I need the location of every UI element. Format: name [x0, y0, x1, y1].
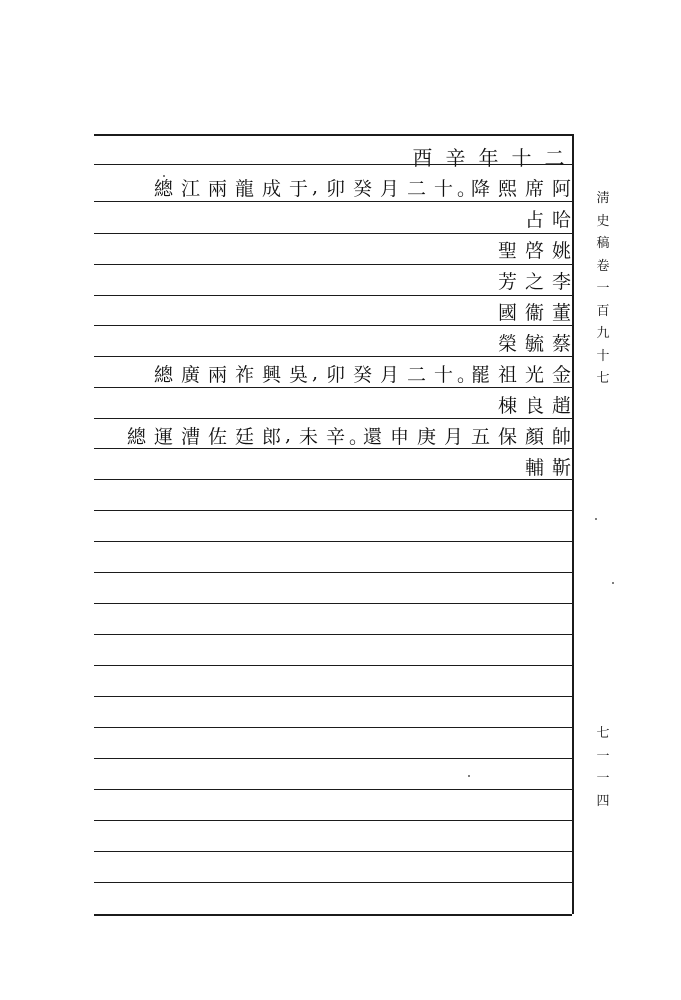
table-row: [123, 420, 575, 450]
table-rule: [94, 233, 572, 234]
row-char: 棟: [497, 394, 517, 417]
row-char: 月: [379, 363, 399, 386]
table-rule: [94, 325, 572, 326]
table-row: [494, 265, 575, 295]
row-char: 于: [288, 177, 308, 200]
row-char: 席: [524, 177, 544, 200]
table-row: [494, 327, 575, 357]
row-char: 辛: [325, 425, 345, 448]
table-rule: [94, 264, 572, 265]
row-char: 良: [524, 394, 544, 417]
row-char: 輔: [524, 456, 544, 479]
row-char: 顏: [524, 425, 544, 448]
table-rule: [94, 789, 572, 790]
row-char: ,: [312, 176, 319, 198]
table-rule: [94, 448, 572, 449]
row-char: 國: [497, 301, 517, 324]
table-row: [494, 389, 575, 419]
row-char: 。: [457, 177, 477, 200]
row-char: 哈: [551, 208, 571, 231]
row-char: 帥: [551, 425, 571, 448]
table-rule: [94, 164, 572, 165]
row-char: 漕: [180, 425, 200, 448]
row-char: 董: [551, 301, 571, 324]
page-number: [592, 723, 614, 813]
table-rule: [94, 479, 572, 480]
table-row: [150, 172, 575, 202]
margin-char: 一: [596, 771, 610, 786]
table-row: [494, 234, 575, 264]
table-rule: [94, 727, 572, 728]
row-char: 占: [524, 208, 544, 231]
heading-char: 十: [511, 145, 532, 170]
row-char: 廣: [180, 363, 200, 386]
row-char: 興: [261, 363, 281, 386]
row-char: 趙: [551, 394, 571, 417]
row-char: 月: [379, 177, 399, 200]
row-char: 熙: [497, 177, 517, 200]
row-char: 十: [433, 177, 453, 200]
scan-speck: [595, 518, 597, 520]
row-char: 蔡: [551, 332, 571, 355]
margin-char: 卷: [596, 258, 610, 274]
row-char: 啓: [524, 239, 544, 262]
row-char: 庚: [416, 425, 436, 448]
heading-char: 年: [478, 145, 499, 170]
table-heading-year: [406, 141, 571, 171]
table-rule: [94, 882, 572, 883]
table-rule: [94, 572, 572, 573]
row-char: ,: [312, 362, 319, 384]
row-char: 總: [126, 425, 146, 448]
margin-char: 九: [596, 326, 610, 341]
row-char: 郎: [261, 425, 281, 448]
row-char: 未: [298, 425, 318, 448]
row-char: 申: [389, 425, 409, 448]
row-char: 月: [443, 425, 463, 448]
margin-char: 四: [596, 793, 610, 809]
table-rule: [94, 201, 572, 202]
row-char: 總: [153, 177, 173, 200]
table-row: [150, 358, 575, 388]
row-char: 毓: [524, 332, 544, 355]
table-rule: [94, 134, 572, 136]
row-char: 癸: [352, 177, 372, 200]
table-row: [521, 203, 575, 233]
row-char: 總: [153, 363, 173, 386]
row-char: 佐: [207, 425, 227, 448]
row-char: 兩: [207, 363, 227, 386]
row-char: 吳: [288, 363, 308, 386]
row-char: 金: [551, 363, 571, 386]
row-char: 。: [457, 363, 477, 386]
table-rule: [94, 820, 572, 821]
margin-char: 一: [596, 281, 610, 296]
table-rule: [94, 914, 572, 916]
row-char: 二: [406, 363, 426, 386]
margin-char: 百: [596, 303, 610, 319]
row-char: 卯: [325, 177, 345, 200]
table-row: [521, 451, 575, 481]
row-char: 祚: [234, 363, 254, 386]
row-char: 江: [180, 177, 200, 200]
margin-char: 七: [596, 371, 610, 386]
row-char: 卯: [325, 363, 345, 386]
heading-char: 酉: [412, 145, 433, 170]
row-char: 五: [470, 425, 490, 448]
table-rule: [94, 387, 572, 388]
row-char: 兩: [207, 177, 227, 200]
table-rule: [94, 510, 572, 511]
row-char: 成: [261, 177, 281, 200]
row-char: 龍: [234, 177, 254, 200]
row-char: 。: [349, 425, 369, 448]
table-rule: [94, 665, 572, 666]
row-char: 衞: [524, 301, 544, 324]
margin-char: 稿: [596, 236, 610, 251]
heading-char: 辛: [445, 145, 466, 170]
row-char: 十: [433, 363, 453, 386]
table-rule: [94, 634, 572, 635]
book-title: [592, 188, 614, 391]
row-char: 阿: [551, 177, 571, 200]
row-char: 李: [551, 270, 571, 293]
row-char: 癸: [352, 363, 372, 386]
row-char: 之: [524, 270, 544, 293]
row-char: 祖: [497, 363, 517, 386]
table-rule: [94, 603, 572, 604]
row-char: 二: [406, 177, 426, 200]
table-rule: [94, 541, 572, 542]
row-char: 芳: [497, 270, 517, 293]
table-rule: [94, 696, 572, 697]
margin-char: 十: [596, 348, 610, 364]
row-char: 廷: [234, 425, 254, 448]
row-char: ,: [285, 424, 292, 446]
row-char: 靳: [551, 456, 571, 479]
heading-char: 二: [544, 145, 565, 170]
row-char: 罷: [470, 363, 490, 386]
row-char: 還: [362, 425, 382, 448]
row-char: 姚: [551, 239, 571, 262]
row-char: 榮: [497, 332, 517, 355]
row-char: 降: [470, 177, 490, 200]
row-char: 聖: [497, 239, 517, 262]
table-rule: [94, 851, 572, 852]
row-char: 運: [153, 425, 173, 448]
margin-char: 史: [596, 213, 610, 229]
scan-speck: [163, 175, 165, 177]
table-rule: [94, 418, 572, 419]
row-char: 光: [524, 363, 544, 386]
row-char: 保: [497, 425, 517, 448]
table-row: [494, 296, 575, 326]
margin-char: 七: [596, 726, 610, 741]
right-border: [572, 134, 574, 914]
margin-char: 淸: [596, 191, 610, 206]
table-rule: [94, 295, 572, 296]
margin-char: 一: [596, 748, 610, 764]
table-rule: [94, 758, 572, 759]
table-rule: [94, 356, 572, 357]
scan-speck: [468, 775, 470, 777]
scan-speck: [612, 582, 614, 584]
